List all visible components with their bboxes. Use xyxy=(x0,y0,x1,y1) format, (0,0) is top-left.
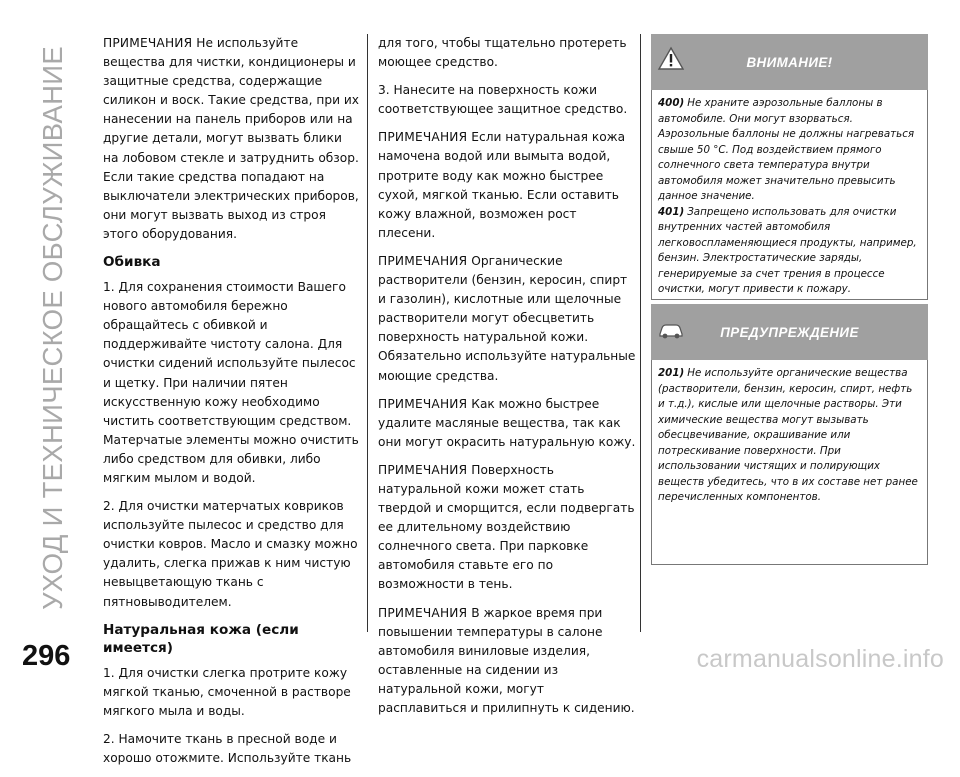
paragraph: 1. Для сохранения стоимости Вашего нового автомобиля бережно обращайтесь с обивкой и поддерживайте чистоту салона. Для очистки сидений используйте пылесос и щетку. При наличии пятен искусственную кожу необходимо чистить соответствующим средством. Матерчатые элементы можно очистить либо средством для обивки, либо мягким мылом и водой. xyxy=(103,280,359,485)
text-column-1 xyxy=(103,34,361,777)
warning-triangle-icon xyxy=(658,47,684,70)
section-heading-upholstery: Обивка xyxy=(103,254,161,271)
note-paragraph: ПРИМЕЧАНИЯ Как можно быстрее удалите масляные вещества, так как они могут окрасить натуральную кожу. xyxy=(378,396,636,449)
text-column-2 xyxy=(378,34,636,727)
caution-body xyxy=(651,360,928,565)
warning-item: 400) Не храните аэрозольные баллоны в автомобиле. Они могут взорваться. Аэрозольные баллоны не должны нагреваться свыше 50 °C. Под воздействием прямого солнечного света температура внутри автомобиля может значительно превысить данное значение. xyxy=(658,97,915,202)
warning-title: ВНИМАНИЕ! xyxy=(746,54,833,70)
paragraph: 2. Намочите ткань в пресной воде и хорошо отожмите. Используйте ткань xyxy=(103,731,352,765)
caution-item: 201) Не используйте органические вещества (растворители, бензин, керосин, спирт, нефть и т.д.), кислые или щелочные растворы. Эти химические вещества могут вызывать обесцвечивание, окрашивание или потрескивание поверхности. При использовании чистящих и полирующих веществ убедитесь, что в их составе нет ранее перечисленных компонентов. xyxy=(658,367,918,503)
warning-box xyxy=(651,34,928,300)
note-label: ПРИМЕЧАНИЯ xyxy=(103,36,193,50)
watermark: carmanualsonline.info xyxy=(696,645,944,673)
note-label: ПРИМЕЧАНИЯ xyxy=(378,605,468,620)
note-paragraph: ПРИМЕЧАНИЯ Органические растворители (бензин, керосин, спирт и газолин), кислотные или щелочные растворители могут обесцветить поверхность натуральной кожи. Обязательно используйте натуральные моющие средства. xyxy=(378,253,636,383)
caution-car-icon xyxy=(658,317,684,340)
paragraph: для того, чтобы тщательно протереть моющее средство. xyxy=(378,36,627,70)
warning-header xyxy=(651,34,928,90)
note-label: ПРИМЕЧАНИЯ xyxy=(378,253,468,268)
caution-box xyxy=(651,304,928,565)
note-label: ПРИМЕЧАНИЯ xyxy=(378,130,468,145)
chapter-side-title xyxy=(24,30,82,610)
note-paragraph: ПРИМЕЧАНИЯ Если натуральная кожа намочена водой или вымыта водой, протрите воду как можно быстрее сухой, мягкой тканью. Если оставить кожу влажной, возможен рост плесени. xyxy=(378,130,626,240)
caution-title: ПРЕДУПРЕЖДЕНИЕ xyxy=(720,324,859,340)
note-label: ПРИМЕЧАНИЯ xyxy=(378,396,468,411)
section-heading-leather: Натуральная кожа (если имеется) xyxy=(103,621,299,656)
caution-header xyxy=(651,304,928,360)
note-paragraph: ПРИМЕЧАНИЯ Поверхность натуральной кожи может стать твердой и сморщится, если подвергать ее длительному воздействию солнечного света. При парковке автомобиля ставьте его по возможности в тень. xyxy=(378,462,635,592)
paragraph: 1. Для очистки слегка протрите кожу мягкой тканью, смоченной в растворе мягкого мыла и воды. xyxy=(103,665,351,718)
page-number: 296 xyxy=(22,640,71,672)
paragraph: 3. Нанесите на поверхность кожи соответствующее защитное средство. xyxy=(378,83,628,117)
note-label: ПРИМЕЧАНИЯ xyxy=(378,462,468,477)
column-divider xyxy=(640,34,641,632)
warning-item: 401) Запрещено использовать для очистки внутренних частей автомобиля легковоспламеняющиеся продукты, например, бензин. Электростатические заряды, генерируемые за счет трения в процессе очистки, могут привести к пожару. xyxy=(658,205,917,295)
warning-body xyxy=(651,90,928,300)
column-divider xyxy=(367,34,368,632)
paragraph: 2. Для очистки матерчатых ковриков используйте пылесос и средство для очистки ковров. Масло и смазку можно удалить, слегка прижав к ним чистую невыцветающую ткань с пятновыводителем. xyxy=(103,499,358,609)
chapter-title-text: УХОД И ТЕХНИЧЕСКОЕ ОБСЛУЖИВАНИЕ xyxy=(37,46,68,610)
note-paragraph: ПРИМЕЧАНИЯ В жаркое время при повышении температуры в салоне автомобиля виниловые изделия, оставленные на сидении из натуральной кожи, могут расплавиться и прилипнуть к сидению. xyxy=(378,605,635,715)
note-paragraph: ПРИМЕЧАНИЯ Не используйте вещества для чистки, кондиционеры и защитные средства, содержащие силикон и воск. Такие средства, при их нанесении на панель приборов или на другие детали, могут вызвать блики на лобовом стекле и затруднить обзор. Если такие средства попадают на выключатели электрических приборов, они могут вызвать выход из строя этого оборудования. xyxy=(103,36,359,241)
